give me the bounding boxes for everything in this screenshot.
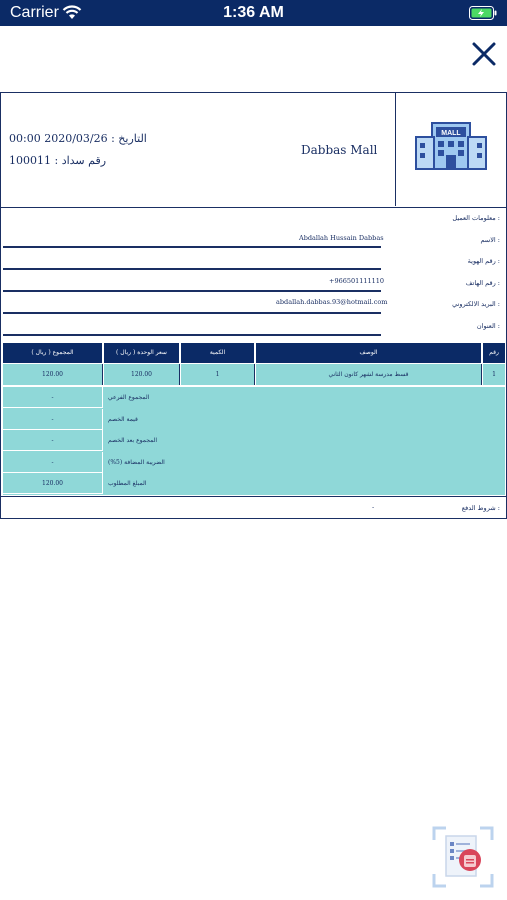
- col-unit-price-header: سعر الوحدة ( ريال ): [104, 343, 180, 363]
- col-qty-header: الكمية: [181, 343, 255, 363]
- after-discount-value: -: [3, 430, 103, 451]
- amount-due-label-text: المبلغ المطلوب: [108, 480, 147, 487]
- vat-label-text: الضريبة المضافة (5%): [108, 458, 165, 466]
- row-qty: 1: [181, 364, 255, 385]
- subtotal-label-text: المجموع الفرعي: [108, 394, 150, 401]
- row-unit-price: 120.00: [104, 364, 180, 385]
- payment-terms-label: شروط الدفع :: [461, 504, 500, 512]
- id-underline: [3, 268, 381, 270]
- id-label: رقم الهوية :: [467, 257, 500, 265]
- battery-charging-icon: [469, 6, 497, 20]
- row-total: 120.00: [3, 364, 103, 385]
- amount-due-value: 120.00: [3, 473, 103, 494]
- carrier-label: Carrier: [10, 4, 59, 21]
- invoice-date: التاريخ : 2020/03/26 00:00: [9, 132, 147, 145]
- email-underline: [3, 312, 381, 314]
- payment-terms-value: -: [372, 503, 375, 511]
- amount-due-label: [103, 473, 505, 494]
- clock: 1:36 AM: [223, 4, 284, 21]
- close-icon[interactable]: [468, 38, 500, 70]
- name-value: Abdallah Hussain Dabbas: [299, 234, 384, 242]
- mall-building-icon: [396, 93, 506, 206]
- customer-section-title: معلومات العميل :: [452, 214, 500, 222]
- document-scan-icon[interactable]: [432, 826, 494, 888]
- store-name: Dabbas Mall: [301, 143, 378, 157]
- email-label: البريد الالكتروني :: [452, 300, 500, 308]
- col-total-header: المجموع ( ريال ): [3, 343, 103, 363]
- col-number-header: رقم: [483, 343, 505, 363]
- name-underline: [3, 246, 381, 248]
- receipt-number: رقم سداد : 100011: [9, 154, 107, 167]
- after-discount-label-text: المجموع بعد الخصم: [108, 437, 158, 444]
- name-label: الاسم :: [480, 236, 500, 244]
- address-underline: [3, 334, 381, 336]
- discount-value: -: [3, 409, 103, 430]
- row-number: 1: [483, 364, 505, 385]
- row-description: قسط مدرسة لشهر كانون الثاني: [256, 364, 482, 385]
- vat-value: -: [3, 452, 103, 473]
- discount-label: [103, 409, 505, 430]
- svg-text:MALL: MALL: [441, 130, 461, 137]
- after-discount-label: [103, 430, 505, 451]
- phone-label: رقم الهاتف :: [465, 279, 500, 287]
- phone-value: +966501111110: [329, 277, 385, 285]
- discount-label-text: قيمة الخصم: [108, 415, 138, 423]
- logo-box: [395, 93, 506, 206]
- address-label: العنوان :: [476, 322, 500, 330]
- subtotal-label: [103, 387, 505, 408]
- vat-label: [103, 452, 505, 473]
- invoice: [0, 92, 507, 519]
- status-bar: [0, 0, 507, 26]
- invoice-header: [1, 93, 506, 208]
- col-description-header: الوصف: [256, 343, 482, 363]
- subtotal-value: -: [3, 387, 103, 408]
- phone-underline: [3, 290, 381, 292]
- terms-divider: [1, 496, 506, 497]
- email-value: abdallah.dabbas.93@hotmail.com: [276, 298, 388, 306]
- summary-block: [3, 387, 505, 495]
